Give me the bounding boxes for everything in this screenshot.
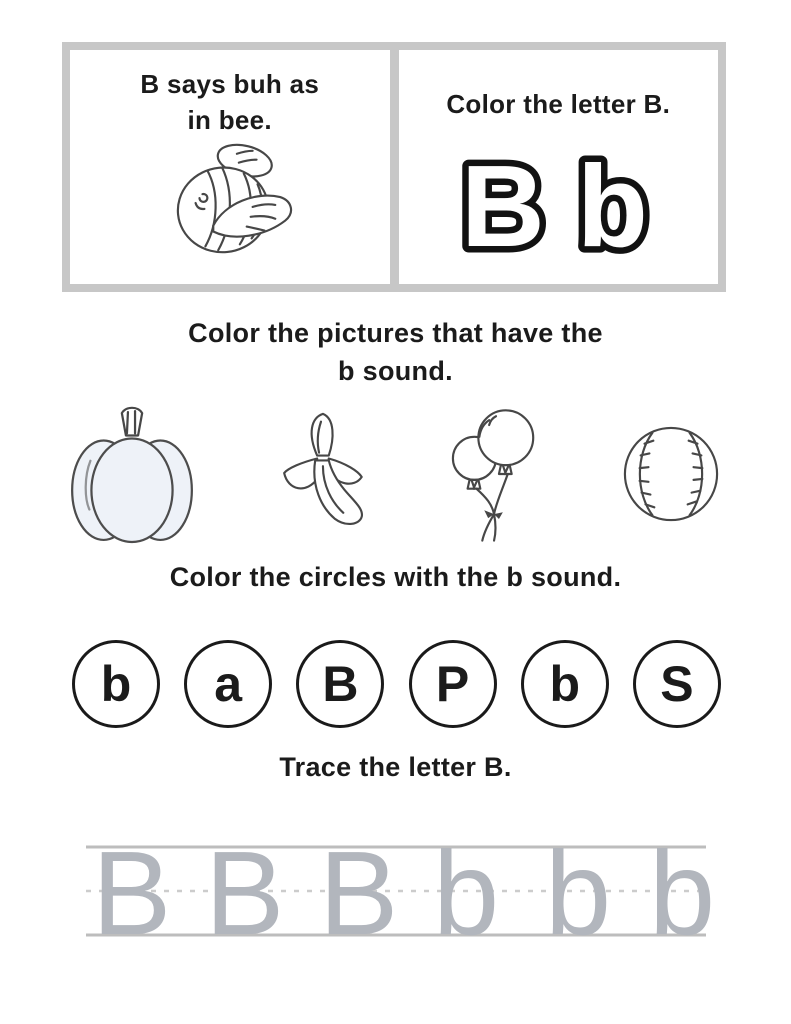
circles-row [72,638,721,730]
bubble-letter-uppercase: B [461,141,546,271]
circle-letter: S [660,656,694,712]
trace-letter: b [545,827,612,960]
trace-heading: Trace the letter B. [279,752,512,782]
letter-circle [184,640,272,728]
trace-letter: b [433,827,500,960]
bubble-letters [453,138,663,271]
banana-image [272,410,370,538]
trace-band [86,827,716,960]
circle-letter: b [100,656,132,712]
letter-circle [72,640,160,728]
circle-letter: b [549,656,581,712]
trace-letter: B [92,827,172,960]
trace-letter: b [649,827,716,960]
pictures-heading-line1: Color the pictures that have the [188,318,603,348]
trace-letter: B [319,827,399,960]
pumpkin-image [70,404,194,544]
letter-circle [409,640,497,728]
color-letter-heading: Color the letter B. [446,89,671,119]
letter-circle [521,640,609,728]
letter-circle [296,640,384,728]
pictures-row [64,398,727,550]
baseball-image [621,424,721,524]
color-letter-cell [399,50,719,284]
circle-letter: P [435,656,470,712]
worksheet-frame [62,42,726,292]
letter-circle [633,640,721,728]
intro-heading [140,66,319,138]
intro-heading-line2: in bee. [187,105,272,135]
circle-letter: a [214,656,243,712]
circles-heading: Color the circles with the b sound. [169,562,622,592]
pictures-heading [0,314,791,390]
circle-letter: B [322,656,359,712]
intro-cell [70,50,399,284]
bee-image [166,140,294,269]
balloons-image [449,404,543,544]
pictures-heading-line2: b sound. [338,356,453,386]
trace-letter: B [205,827,285,960]
bubble-letter-lowercase: b [577,141,649,271]
intro-heading-line1: B says buh as [140,69,320,99]
